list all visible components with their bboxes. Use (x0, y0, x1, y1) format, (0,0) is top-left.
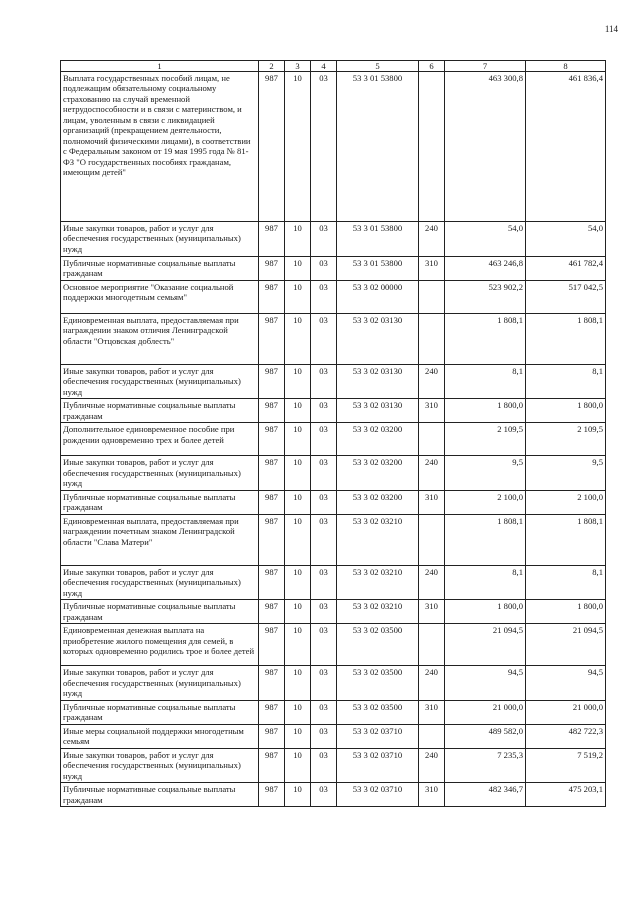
section-code: 10 (285, 72, 311, 222)
amount-year-2: 9,5 (526, 456, 606, 490)
target-code: 53 3 02 03130 (337, 399, 419, 423)
column-header: 2 (259, 61, 285, 72)
column-header: 1 (61, 61, 259, 72)
amount-year-1: 1 808,1 (445, 313, 526, 364)
ministry-code: 987 (259, 72, 285, 222)
expense-type-code: 310 (419, 490, 445, 514)
subsection-code: 03 (311, 565, 337, 599)
target-code: 53 3 02 03200 (337, 423, 419, 456)
amount-year-2: 1 808,1 (526, 313, 606, 364)
column-header: 3 (285, 61, 311, 72)
ministry-code: 987 (259, 624, 285, 666)
amount-year-1: 489 582,0 (445, 724, 526, 748)
table-row (61, 724, 606, 748)
amount-year-1: 7 235,3 (445, 748, 526, 782)
expense-type-code: 240 (419, 666, 445, 700)
table-row (61, 364, 606, 398)
subsection-code: 03 (311, 423, 337, 456)
amount-year-2: 21 000,0 (526, 700, 606, 724)
table-row (61, 490, 606, 514)
subsection-code: 03 (311, 666, 337, 700)
section-code: 10 (285, 748, 311, 782)
row-description: Публичные нормативные социальные выплаты гражданам (61, 399, 259, 423)
subsection-code: 03 (311, 364, 337, 398)
amount-year-1: 523 902,2 (445, 280, 526, 313)
amount-year-2: 21 094,5 (526, 624, 606, 666)
table-row (61, 748, 606, 782)
expense-type-code (419, 514, 445, 565)
row-description: Единовременная выплата, предоставляемая при награждении почетным знаком Ленинградской области "Слава Матери" (61, 514, 259, 565)
subsection-code: 03 (311, 257, 337, 281)
ministry-code: 987 (259, 700, 285, 724)
target-code: 53 3 02 03200 (337, 456, 419, 490)
section-code: 10 (285, 456, 311, 490)
target-code: 53 3 02 03200 (337, 490, 419, 514)
table-row (61, 624, 606, 666)
expense-type-code: 310 (419, 783, 445, 807)
expense-type-code: 310 (419, 399, 445, 423)
row-description: Единовременная выплата, предоставляемая при награждении знаком отличия Ленинградской области "Отцовская доблесть" (61, 313, 259, 364)
target-code: 53 3 02 03500 (337, 624, 419, 666)
column-header: 4 (311, 61, 337, 72)
row-description: Публичные нормативные социальные выплаты гражданам (61, 490, 259, 514)
subsection-code: 03 (311, 456, 337, 490)
target-code: 53 3 02 03210 (337, 514, 419, 565)
amount-year-1: 9,5 (445, 456, 526, 490)
ministry-code: 987 (259, 600, 285, 624)
ministry-code: 987 (259, 313, 285, 364)
row-description: Иные закупки товаров, работ и услуг для обеспечения государственных (муниципальных) нужд (61, 565, 259, 599)
section-code: 10 (285, 364, 311, 398)
row-description: Иные закупки товаров, работ и услуг для обеспечения государственных (муниципальных) нужд (61, 666, 259, 700)
target-code: 53 3 02 03500 (337, 666, 419, 700)
amount-year-1: 1 800,0 (445, 600, 526, 624)
subsection-code: 03 (311, 280, 337, 313)
section-code: 10 (285, 783, 311, 807)
section-code: 10 (285, 222, 311, 257)
column-header: 6 (419, 61, 445, 72)
table-row (61, 565, 606, 599)
target-code: 53 3 02 03500 (337, 700, 419, 724)
table-row (61, 514, 606, 565)
target-code: 53 3 01 53800 (337, 72, 419, 222)
amount-year-1: 21 000,0 (445, 700, 526, 724)
ministry-code: 987 (259, 456, 285, 490)
expense-type-code: 240 (419, 565, 445, 599)
expense-type-code: 310 (419, 600, 445, 624)
amount-year-1: 463 246,8 (445, 257, 526, 281)
row-description: Иные закупки товаров, работ и услуг для обеспечения государственных (муниципальных) нужд (61, 222, 259, 257)
row-description: Единовременная денежная выплата на приобретение жилого помещения для семей, в которых одновременно родились трое и более детей (61, 624, 259, 666)
target-code: 53 3 02 03210 (337, 565, 419, 599)
table-row (61, 456, 606, 490)
target-code: 53 3 01 53800 (337, 257, 419, 281)
amount-year-2: 1 808,1 (526, 514, 606, 565)
amount-year-1: 2 100,0 (445, 490, 526, 514)
table-row (61, 700, 606, 724)
target-code: 53 3 02 03210 (337, 600, 419, 624)
amount-year-2: 8,1 (526, 565, 606, 599)
ministry-code: 987 (259, 399, 285, 423)
amount-year-2: 2 100,0 (526, 490, 606, 514)
row-description: Публичные нормативные социальные выплаты гражданам (61, 257, 259, 281)
amount-year-1: 8,1 (445, 364, 526, 398)
ministry-code: 987 (259, 257, 285, 281)
amount-year-2: 475 203,1 (526, 783, 606, 807)
ministry-code: 987 (259, 565, 285, 599)
row-description: Иные меры социальной поддержки многодетным семьям (61, 724, 259, 748)
ministry-code: 987 (259, 748, 285, 782)
target-code: 53 3 01 53800 (337, 222, 419, 257)
section-code: 10 (285, 257, 311, 281)
ministry-code: 987 (259, 490, 285, 514)
subsection-code: 03 (311, 399, 337, 423)
section-code: 10 (285, 565, 311, 599)
amount-year-2: 461 782,4 (526, 257, 606, 281)
expense-type-code (419, 72, 445, 222)
subsection-code: 03 (311, 624, 337, 666)
budget-table (60, 60, 606, 807)
ministry-code: 987 (259, 423, 285, 456)
expense-type-code: 310 (419, 257, 445, 281)
subsection-code: 03 (311, 72, 337, 222)
section-code: 10 (285, 423, 311, 456)
ministry-code: 987 (259, 724, 285, 748)
amount-year-1: 1 800,0 (445, 399, 526, 423)
target-code: 53 3 02 03130 (337, 313, 419, 364)
column-header: 8 (526, 61, 606, 72)
subsection-code: 03 (311, 783, 337, 807)
row-description: Дополнительное единовременное пособие при рождении одновременно трех и более детей (61, 423, 259, 456)
row-description: Иные закупки товаров, работ и услуг для обеспечения государственных (муниципальных) нужд (61, 364, 259, 398)
amount-year-1: 463 300,8 (445, 72, 526, 222)
column-header: 5 (337, 61, 419, 72)
subsection-code: 03 (311, 222, 337, 257)
expense-type-code: 240 (419, 364, 445, 398)
table-row (61, 257, 606, 281)
ministry-code: 987 (259, 222, 285, 257)
table-row (61, 313, 606, 364)
ministry-code: 987 (259, 783, 285, 807)
amount-year-2: 54,0 (526, 222, 606, 257)
section-code: 10 (285, 700, 311, 724)
section-code: 10 (285, 313, 311, 364)
section-code: 10 (285, 600, 311, 624)
expense-type-code: 240 (419, 222, 445, 257)
amount-year-2: 94,5 (526, 666, 606, 700)
amount-year-1: 2 109,5 (445, 423, 526, 456)
amount-year-1: 21 094,5 (445, 624, 526, 666)
table-row (61, 666, 606, 700)
amount-year-2: 8,1 (526, 364, 606, 398)
expense-type-code: 240 (419, 748, 445, 782)
expense-type-code (419, 423, 445, 456)
table-row (61, 222, 606, 257)
section-code: 10 (285, 514, 311, 565)
row-description: Публичные нормативные социальные выплаты гражданам (61, 700, 259, 724)
amount-year-2: 461 836,4 (526, 72, 606, 222)
header-row (61, 61, 606, 72)
row-description: Выплата государственных пособий лицам, не подлежащим обязательному социальному страхованию на случай временной нетрудоспособности и в связи с материнством, и лицам, уволенным в связи с ликвидацией организаций (прекращением деятельности, полномочий физическими лицами), в соответствии с Федеральным законом от 19 мая 1995 года № 81-ФЗ "О государственных пособиях гражданам, имеющим детей" (61, 72, 259, 222)
subsection-code: 03 (311, 490, 337, 514)
subsection-code: 03 (311, 724, 337, 748)
target-code: 53 3 02 03710 (337, 724, 419, 748)
amount-year-1: 482 346,7 (445, 783, 526, 807)
ministry-code: 987 (259, 666, 285, 700)
section-code: 10 (285, 280, 311, 313)
amount-year-2: 482 722,3 (526, 724, 606, 748)
amount-year-1: 94,5 (445, 666, 526, 700)
subsection-code: 03 (311, 313, 337, 364)
amount-year-2: 2 109,5 (526, 423, 606, 456)
amount-year-2: 1 800,0 (526, 600, 606, 624)
subsection-code: 03 (311, 600, 337, 624)
expense-type-code (419, 624, 445, 666)
table-row (61, 600, 606, 624)
expense-type-code: 310 (419, 700, 445, 724)
page-number: 114 (604, 24, 618, 34)
row-description: Публичные нормативные социальные выплаты гражданам (61, 783, 259, 807)
amount-year-2: 7 519,2 (526, 748, 606, 782)
section-code: 10 (285, 624, 311, 666)
amount-year-2: 1 800,0 (526, 399, 606, 423)
expense-type-code (419, 313, 445, 364)
ministry-code: 987 (259, 364, 285, 398)
ministry-code: 987 (259, 514, 285, 565)
subsection-code: 03 (311, 514, 337, 565)
ministry-code: 987 (259, 280, 285, 313)
amount-year-2: 517 042,5 (526, 280, 606, 313)
table-row (61, 423, 606, 456)
section-code: 10 (285, 666, 311, 700)
amount-year-1: 8,1 (445, 565, 526, 599)
table-row (61, 72, 606, 222)
section-code: 10 (285, 399, 311, 423)
expense-type-code: 240 (419, 456, 445, 490)
amount-year-1: 54,0 (445, 222, 526, 257)
column-header: 7 (445, 61, 526, 72)
row-description: Публичные нормативные социальные выплаты гражданам (61, 600, 259, 624)
expense-type-code (419, 280, 445, 313)
target-code: 53 3 02 00000 (337, 280, 419, 313)
target-code: 53 3 02 03710 (337, 783, 419, 807)
section-code: 10 (285, 724, 311, 748)
table-row (61, 783, 606, 807)
row-description: Основное мероприятие "Оказание социальной поддержки многодетным семьям" (61, 280, 259, 313)
subsection-code: 03 (311, 700, 337, 724)
amount-year-1: 1 808,1 (445, 514, 526, 565)
table-row (61, 399, 606, 423)
target-code: 53 3 02 03710 (337, 748, 419, 782)
row-description: Иные закупки товаров, работ и услуг для обеспечения государственных (муниципальных) нужд (61, 748, 259, 782)
row-description: Иные закупки товаров, работ и услуг для обеспечения государственных (муниципальных) нужд (61, 456, 259, 490)
subsection-code: 03 (311, 748, 337, 782)
target-code: 53 3 02 03130 (337, 364, 419, 398)
table-row (61, 280, 606, 313)
expense-type-code (419, 724, 445, 748)
section-code: 10 (285, 490, 311, 514)
